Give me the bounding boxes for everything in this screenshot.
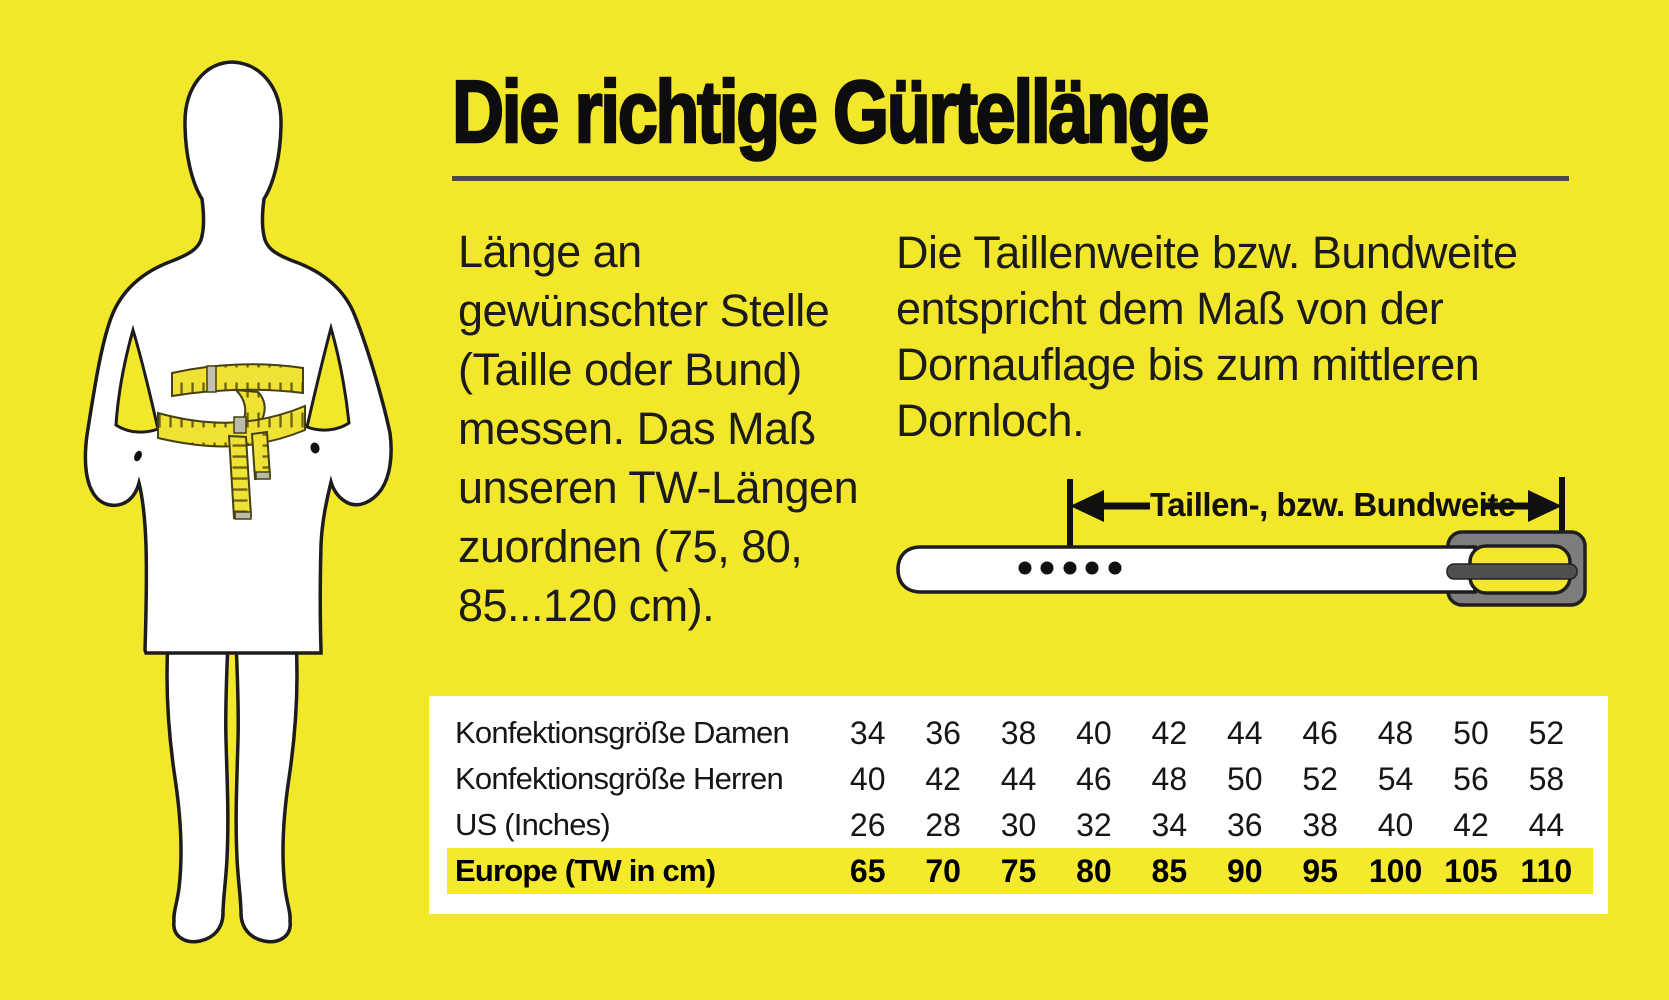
title-underline [452, 176, 1569, 181]
paragraph-line: messen. Das Maß [458, 403, 816, 454]
figure-legs [167, 640, 297, 942]
size-value: 56 [1453, 760, 1489, 797]
row-label: Konfektionsgröße Herren [455, 761, 783, 796]
size-value: 50 [1453, 714, 1489, 751]
paragraph-line: unseren TW-Längen [458, 462, 859, 513]
paragraph-line: gewünschter Stelle [458, 285, 830, 336]
size-value: 85 [1151, 852, 1188, 889]
belt-with-buckle-icon [840, 430, 1669, 630]
paragraph-line: Dornauflage bis zum mittleren [896, 339, 1480, 390]
size-value: 34 [849, 714, 886, 751]
size-value: 95 [1302, 852, 1338, 889]
size-value: 54 [1377, 760, 1414, 797]
size-value: 65 [849, 852, 886, 889]
size-value: 44 [1226, 714, 1263, 751]
size-value: 40 [1076, 714, 1112, 751]
size-value: 36 [925, 714, 961, 751]
paragraph-line: Die Taillenweite bzw. Bundweite [896, 227, 1518, 278]
size-value: 48 [1151, 760, 1188, 797]
size-value: 32 [1076, 806, 1112, 843]
size-value: 50 [1226, 760, 1263, 797]
paragraph-line: (Taille oder Bund) [458, 344, 802, 395]
paragraph-line: Dornloch. [896, 395, 1085, 446]
person-silhouette-with-measuring-tape-icon [0, 0, 420, 1000]
size-value: 28 [925, 806, 961, 843]
row-label: Europe (TW in cm) [455, 853, 716, 888]
left-paragraph [458, 222, 858, 635]
paragraph-line: 85...120 cm). [458, 580, 715, 631]
size-value: 48 [1377, 714, 1414, 751]
size-value: 52 [1302, 760, 1338, 797]
table-row-damen [429, 710, 1608, 756]
table-row-us-inches [429, 802, 1608, 848]
paragraph-line: entspricht dem Maß von der [896, 283, 1444, 334]
size-value: 26 [849, 806, 886, 843]
size-value: 105 [1444, 852, 1498, 889]
size-value: 42 [925, 760, 961, 797]
size-value: 44 [1528, 806, 1565, 843]
belt-strap [898, 547, 1475, 592]
size-value: 38 [1302, 806, 1338, 843]
table-row-europe-tw [429, 848, 1608, 894]
measure-arrow-left [1070, 490, 1150, 522]
row-label: US (Inches) [455, 807, 610, 842]
row-values [830, 853, 1584, 890]
table-row-herren [429, 756, 1608, 802]
size-value: 75 [1000, 852, 1037, 889]
size-value: 46 [1302, 714, 1338, 751]
right-paragraph [896, 225, 1518, 449]
size-value: 100 [1368, 852, 1423, 889]
row-label: Konfektionsgröße Damen [455, 715, 789, 750]
size-value: 46 [1076, 760, 1112, 797]
size-value: 40 [849, 760, 886, 797]
size-value: 42 [1453, 806, 1489, 843]
size-value: 58 [1528, 760, 1565, 797]
size-value: 42 [1151, 714, 1188, 751]
size-value: 34 [1151, 806, 1188, 843]
size-value: 44 [1000, 760, 1037, 797]
size-value: 36 [1226, 806, 1263, 843]
size-value: 52 [1528, 714, 1565, 751]
row-values [830, 715, 1584, 752]
belt-measure-label: Taillen-, bzw. Bundweite [1150, 486, 1516, 523]
paragraph-line: Länge an [458, 226, 642, 277]
size-value: 40 [1377, 806, 1414, 843]
size-value: 110 [1520, 852, 1573, 889]
row-values [830, 807, 1584, 844]
page-title: Die richtige Gürtellänge [452, 62, 1207, 161]
buckle-prong [1447, 564, 1577, 579]
size-table [429, 696, 1608, 914]
size-value: 80 [1076, 852, 1112, 889]
paragraph-line: zuordnen (75, 80, [458, 521, 803, 572]
size-value: 30 [1000, 806, 1037, 843]
size-value: 38 [1000, 714, 1037, 751]
row-values [830, 761, 1584, 798]
size-value: 90 [1226, 852, 1263, 889]
size-value: 70 [925, 852, 961, 889]
